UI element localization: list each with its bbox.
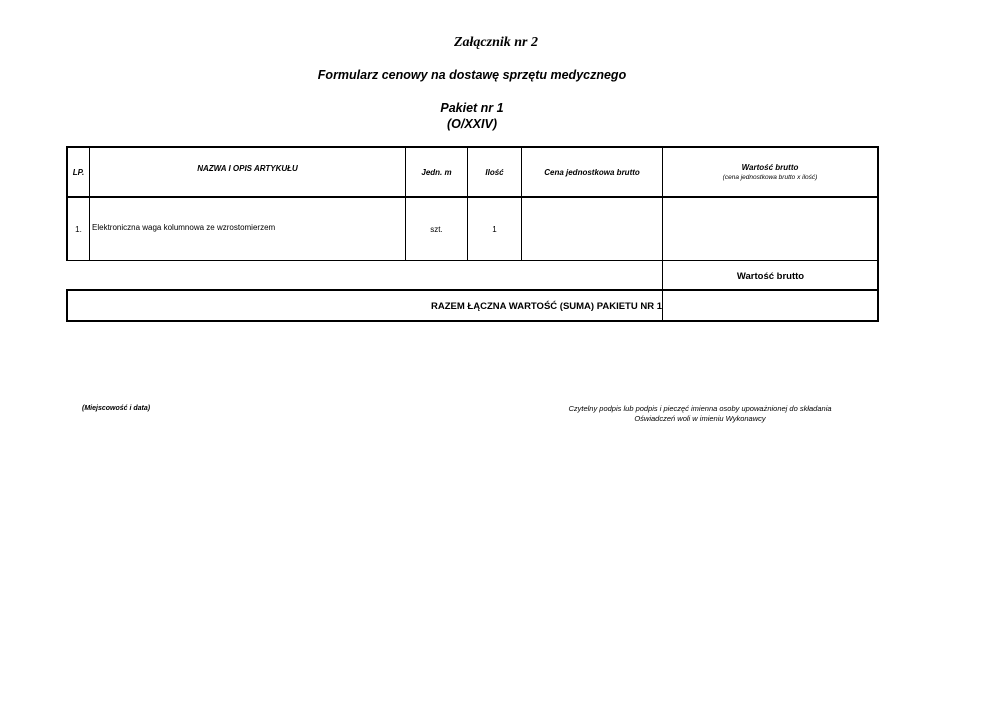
row-1-unit-price-field[interactable] [522, 198, 662, 260]
package-heading [0, 100, 944, 132]
signature-line-1: Czytelny podpis lub podpis i pieczęć imienna osoby upoważnionej do składania [568, 404, 832, 413]
package-code: (O/XXIV) [446, 117, 497, 131]
header-gross-value-label: Wartość brutto [741, 163, 799, 172]
header-lp: LP. [72, 167, 85, 177]
table-border-row-bottom [66, 260, 879, 261]
header-name: NAZWA I OPIS ARTYKUŁU [197, 164, 298, 173]
table-border-bottom [66, 320, 879, 322]
header-gross-value-note: (cena jednostkowa brutto x ilość) [722, 174, 818, 181]
header-unit: Jedn. m [421, 167, 452, 177]
place-date-label: (Miejscowość i data) [82, 405, 151, 412]
table-border-right [877, 146, 879, 322]
row-1-lp: 1. [75, 224, 82, 234]
attachment-title: Załącznik nr 2 [453, 35, 538, 50]
signature-line-2: Oświadczeń woli w imieniu Wykonawcy [634, 414, 766, 423]
signature-caption [540, 404, 860, 424]
summary-gross-value-label: Wartość brutto [736, 270, 805, 282]
header-unit-price: Cena jednostkowa brutto [544, 167, 640, 177]
row-1-qty: 1 [492, 224, 497, 234]
row-1-gross-value-field[interactable] [663, 198, 877, 260]
package-number: Pakiet nr 1 [440, 101, 504, 115]
table-border-sum-top [66, 289, 663, 291]
row-1-name: Elektroniczna waga kolumnowa ze wzrostomierzem [92, 223, 276, 232]
header-qty: Ilość [485, 167, 504, 177]
summary-total-value-field[interactable] [663, 291, 877, 320]
header-gross-value [663, 148, 877, 196]
row-1-unit: szt. [430, 224, 443, 234]
form-title: Formularz cenowy na dostawę sprzętu medycznego [317, 68, 627, 82]
summary-total-label: RAZEM ŁĄCZNA WARTOŚĆ (SUMA) PAKIETU NR 1 [431, 300, 662, 312]
